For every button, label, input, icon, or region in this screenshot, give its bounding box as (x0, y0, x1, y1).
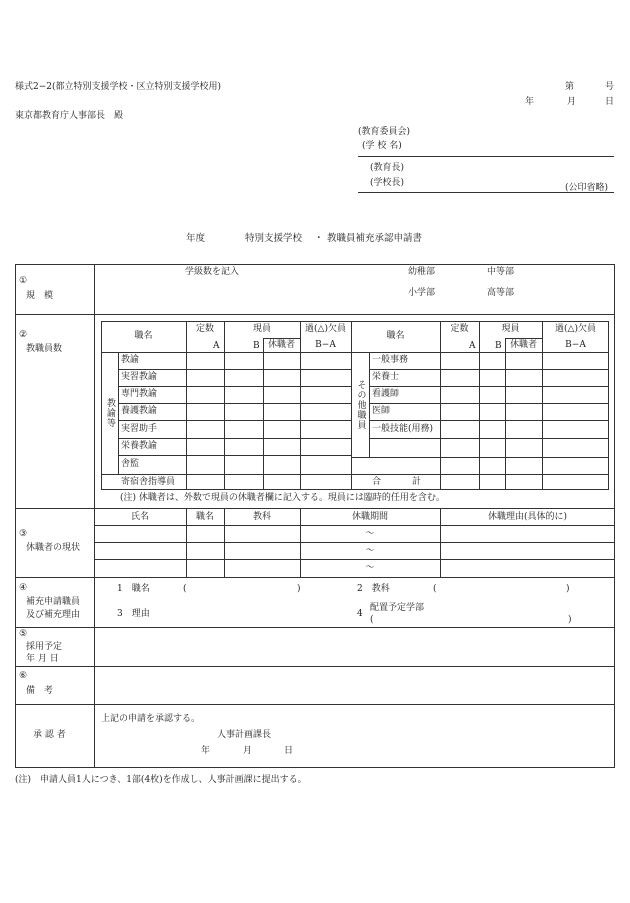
sec6-number: ⑥ (19, 671, 28, 681)
koto-label: 高等部 (487, 288, 515, 298)
h-name: 氏名 (130, 511, 149, 522)
row-yogo-kyoyu: 養護教諭 (121, 406, 158, 416)
h-genin-left: 現員 (252, 323, 271, 334)
row-eiyo-kyoyu: 栄養教諭 (121, 441, 158, 451)
title-nendo: 年度 (186, 233, 206, 244)
row-senmon-kyoyu: 専門教諭 (121, 389, 158, 399)
approver-label: 承 認 者 (33, 730, 66, 740)
seal-omitted: (公印省略) (565, 183, 609, 193)
h-ba-left: B−A (315, 340, 336, 350)
h-shokumei-left: 職名 (134, 331, 153, 341)
h-teisu-left: 定数 (195, 323, 214, 334)
sec1-label: 規 模 (26, 291, 54, 301)
youchi-label: 幼稚部 (408, 267, 436, 277)
sec6-label: 備 考 (26, 686, 54, 696)
h-kyushoku-left: 休職者 (267, 340, 295, 350)
item1-paren-close: ) (297, 584, 301, 594)
board-label: (教育委員会) (358, 127, 411, 137)
item-shokumei: 1 職名 (117, 584, 150, 594)
item4-paren-open: ( (370, 615, 374, 625)
row-jisshu-kyoyu: 実習教諭 (121, 372, 158, 382)
item1-paren-open: ( (183, 584, 187, 594)
row-ishi: 医師 (372, 406, 391, 416)
sec5-label-1: 採用予定 (26, 642, 63, 652)
h-period: 休職期間 (351, 511, 388, 522)
row-kishukusha: 寄宿舎指導員 (121, 476, 176, 487)
footer-note: (注) 申請人員1人につき、1部(4枚)を作成し、人事計画課に提出する。 (15, 775, 307, 785)
approval-day: 日 (284, 746, 294, 756)
row-jisshu-joshu: 実習助手 (121, 423, 158, 434)
h-shokumei-3: 職名 (195, 511, 214, 522)
other-group-label: その他職員 (355, 379, 366, 430)
period-tilde-3: 〜 (365, 563, 375, 573)
year-label: 年 (525, 97, 535, 107)
sec1-number: ① (19, 276, 28, 286)
sec5-number: ⑤ (19, 629, 28, 639)
h-a-left: A (213, 340, 220, 351)
school-name-label: (学 校 名) (362, 141, 402, 151)
h-ba-right: B−A (565, 340, 586, 350)
h-kyushoku-right: 休職者 (509, 340, 537, 350)
addressee: 東京都教育庁人事部長 殿 (15, 111, 124, 121)
month-label: 月 (567, 97, 577, 107)
item4-paren-close: ) (568, 615, 572, 625)
item4-number: 4 (357, 609, 363, 619)
sec4-label-1: 補充申請職員 (26, 597, 81, 607)
sec1-note: 学級数を記入 (185, 267, 240, 277)
item2-paren-close: ) (566, 584, 570, 594)
sec2-note: (注) 休職者は、外数で現員の休職者欄に記入する。現員には臨時的任用を含む。 (120, 493, 445, 503)
h-b-right: B (495, 340, 502, 351)
sec2-label: 教職員数 (26, 344, 63, 354)
chuto-label: 中等部 (487, 267, 515, 277)
sec3-number: ③ (19, 529, 28, 539)
h-b-left: B (253, 340, 260, 351)
period-tilde-2: 〜 (365, 545, 375, 556)
row-eiyoshi: 栄養士 (372, 372, 400, 382)
approval-month: 月 (243, 746, 253, 756)
h-reason: 休職理由(具体的に) (487, 511, 568, 522)
school-name-line (358, 156, 614, 157)
sec4-label-2: 及び補充理由 (26, 610, 81, 620)
page-title: 教職員補充承認申請書 (327, 233, 423, 244)
period-tilde-1: 〜 (365, 528, 375, 539)
form-number: 様式2−2(都立特別支援学校・区立特別支援学校用) (15, 82, 222, 92)
principal-label: (学校長) (370, 178, 405, 188)
row-ippan-gino: 一般技能(用務) (372, 423, 434, 434)
item2-paren-open: ( (433, 584, 437, 594)
title-dot: ・ (314, 233, 324, 244)
row-kangoshi: 看護師 (372, 389, 400, 399)
row-shakan: 舎監 (121, 459, 140, 469)
shogaku-label: 小学部 (408, 288, 436, 298)
h-shokumei-right: 職名 (386, 331, 405, 341)
h-kaketsu-right: 過(△)欠員 (555, 323, 596, 334)
row-ippan-jimu: 一般事務 (372, 355, 409, 365)
kyoyu-group-label: 教諭等 (105, 398, 115, 428)
title-school: 特別支援学校 (245, 233, 303, 244)
sec2-number: ② (19, 330, 28, 340)
go-label: 号 (605, 82, 615, 92)
approval-text: 上記の申請を承認する。 (101, 714, 201, 724)
h-genin-right: 現員 (501, 323, 520, 334)
h-a-right: A (469, 340, 476, 351)
superintendent-label: (教育長) (370, 163, 405, 173)
item-kyoka: 2 教科 (357, 584, 390, 594)
day-label: 日 (605, 97, 615, 107)
total-a: 合 (372, 476, 382, 487)
h-kaketsu-left: 過(△)欠員 (305, 323, 346, 334)
approval-dept: 人事計画課長 (217, 730, 272, 740)
item-riyu: 3 理由 (117, 609, 150, 619)
total-b: 計 (412, 476, 422, 487)
sec3-label: 休職者の現状 (26, 543, 81, 553)
approval-year: 年 (201, 746, 211, 756)
h-kyoka: 教科 (252, 511, 271, 522)
item-haichi: 配置予定学部 (370, 603, 425, 613)
row-kyoyu: 教諭 (121, 355, 140, 365)
h-teisu-right: 定数 (450, 323, 469, 334)
sec4-number: ④ (19, 583, 28, 593)
dai-label: 第 (565, 82, 575, 92)
sec5-label-2: 年 月 日 (26, 654, 59, 664)
